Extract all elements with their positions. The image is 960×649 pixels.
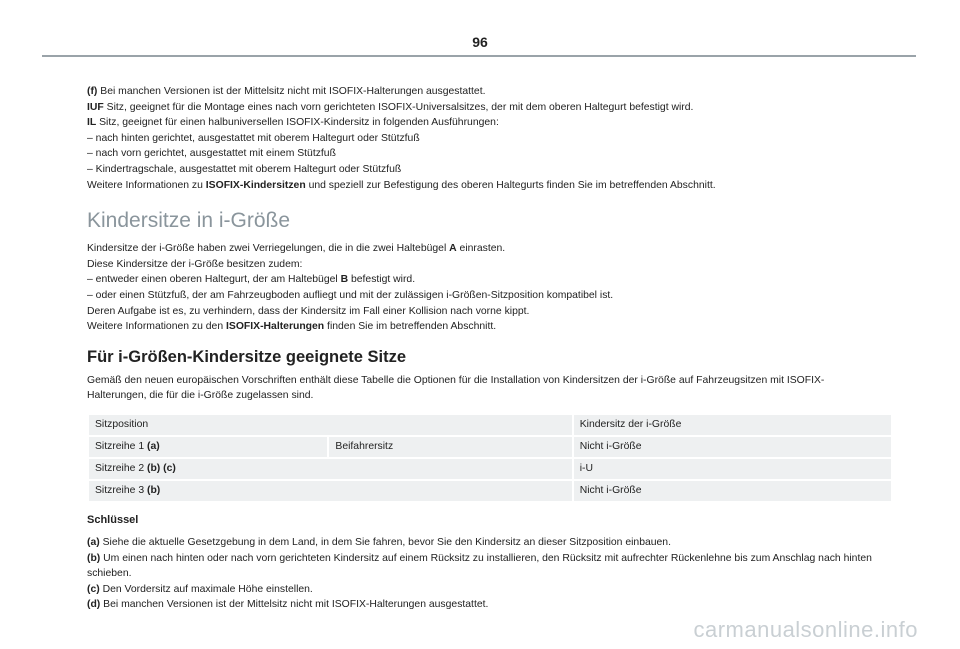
paragraph-text: Kindersitze der i-Größe haben zwei Verriegelungen, die in die zwei Haltebügel xyxy=(87,243,450,255)
more-info-post: und speziell zur Befestigung des oberen Haltegurts finden Sie im betreffenden Abschnitt. xyxy=(305,179,716,191)
note-f-label: (f) xyxy=(87,86,98,97)
more-info-isofix xyxy=(87,178,887,194)
list-item: – oder einen Stützfuß, der am Fahrzeugboden aufliegt und mit der zulässigen i-Größen-Sitzposition kompatibel ist. xyxy=(87,289,614,301)
i-size-table xyxy=(87,413,893,503)
key-item-c xyxy=(87,582,887,598)
paragraph: Halterungen, die für die i-Größe zugelassen sind. xyxy=(87,390,314,402)
table-header-row xyxy=(88,414,892,436)
note-iuf-label: IUF xyxy=(87,101,104,113)
table-row xyxy=(88,458,892,480)
table-cell: Beifahrersitz xyxy=(328,436,572,458)
section-title-i-size: Kindersitze in i-Größe xyxy=(87,209,291,233)
key-item-d xyxy=(87,597,887,613)
table-cell xyxy=(88,480,573,502)
marker-a: A xyxy=(449,243,457,255)
list-item xyxy=(87,272,887,288)
key-title: Schlüssel xyxy=(87,513,139,526)
paragraph: Gemäß den neuen europäischen Vorschriften enthält diese Tabelle die Optionen für die Installation von Kindersitzen der i-Größe auf Fahrzeugsitzen mit ISOFIX- xyxy=(87,374,825,386)
paragraph-text: Weitere Informationen zu den xyxy=(87,321,227,333)
paragraph: Diese Kindersitze der i-Größe besitzen zudem: xyxy=(87,258,303,270)
note-il-text: Sitz, geeignet für einen halbuniversellen ISOFIX-Kindersitz in folgenden Ausführungen: xyxy=(96,117,499,129)
paragraph: Deren Aufgabe ist es, zu verhindern, dass der Kindersitz im Fall einer Kollision nach vorne kippt. xyxy=(87,305,530,317)
paragraph-text: finden Sie im betreffenden Abschnitt. xyxy=(324,321,497,333)
key-item-a xyxy=(87,535,887,551)
list-item: – Kindertragschale, ausgestattet mit oberem Haltegurt oder Stützfuß xyxy=(87,163,402,175)
key-label: (c) xyxy=(87,583,100,595)
table-cell xyxy=(88,436,328,458)
marker-b: B xyxy=(340,274,349,286)
paragraph xyxy=(87,319,887,335)
header-rule xyxy=(42,55,916,57)
key-item-b xyxy=(87,551,887,567)
table-row xyxy=(88,480,892,502)
key-text: Den Vordersitz auf maximale Höhe einstellen. xyxy=(99,583,313,595)
page-number: 96 xyxy=(472,34,488,50)
watermark: carmanualsonline.info xyxy=(693,617,918,642)
more-info-link[interactable]: ISOFIX-Kindersitzen xyxy=(205,179,306,191)
key-label: (a) xyxy=(87,536,100,548)
note-il xyxy=(87,115,887,131)
table-cell: i-U xyxy=(573,458,892,480)
key-label: (d) xyxy=(87,599,101,611)
key-label: (b) xyxy=(87,552,101,564)
table-cell: Nicht i-Größe xyxy=(573,436,892,458)
list-item-text: – entweder einen oberen Haltegurt, der am Haltebügel xyxy=(87,274,341,286)
key-text: Siehe die aktuelle Gesetzgebung in dem Land, in dem Sie fahren, bevor Sie den Kindersitz an dieser Sitzposition einbauen. xyxy=(99,536,671,548)
note-il-label: IL xyxy=(87,117,97,129)
table-cell xyxy=(88,458,573,480)
more-info-pre: Weitere Informationen zu xyxy=(87,179,206,191)
table-cell: Nicht i-Größe xyxy=(573,480,892,502)
note-iuf-text: Sitz, geeignet für die Montage eines nach vorn gerichteten ISOFIX-Universalsitzes, der mit dem oberen Haltegurt befestigt wird. xyxy=(103,101,694,113)
key-text: Um einen nach hinten oder nach vorn gerichteten Kindersitz auf einem Rücksitz zu installieren, den Rücksitz mit aufrechter Rückenlehne bis zum Anschlag nach hinten xyxy=(100,552,872,564)
seat-row-label: Sitzreihe 3 xyxy=(95,485,147,497)
section-title-suitable-seats: Für i-Größen-Kindersitze geeignete Sitze xyxy=(87,347,407,366)
paragraph xyxy=(87,241,887,257)
seat-row-label: Sitzreihe 1 xyxy=(95,441,147,453)
footnote-ref: (b) (c) xyxy=(146,463,176,475)
list-item-text: befestigt wird. xyxy=(348,274,416,286)
list-item: – nach vorn gerichtet, ausgestattet mit einem Stützfuß xyxy=(87,148,336,160)
footnote-ref: (a) xyxy=(146,441,160,453)
table-header-cell: Sitzposition xyxy=(88,414,573,436)
note-f xyxy=(87,84,887,100)
table-row xyxy=(88,436,892,458)
list-item: – nach hinten gerichtet, ausgestattet mit oberem Haltegurt oder Stützfuß xyxy=(87,132,420,144)
seat-row-label: Sitzreihe 2 xyxy=(95,463,147,475)
note-iuf xyxy=(87,100,887,116)
key-text: Bei manchen Versionen ist der Mittelsitz nicht mit ISOFIX-Halterungen ausgestattet. xyxy=(100,599,489,611)
page-content xyxy=(87,84,887,613)
footnote-ref: (b) xyxy=(146,485,161,497)
key-item-b-cont: schieben. xyxy=(87,568,132,580)
note-f-text: Bei manchen Versionen ist der Mittelsitz nicht mit ISOFIX-Halterungen ausgestattet. xyxy=(97,86,486,97)
isofix-link[interactable]: ISOFIX-Halterungen xyxy=(226,321,325,333)
paragraph-text: einrasten. xyxy=(456,243,506,255)
table-header-cell: Kindersitz der i-Größe xyxy=(573,414,892,436)
